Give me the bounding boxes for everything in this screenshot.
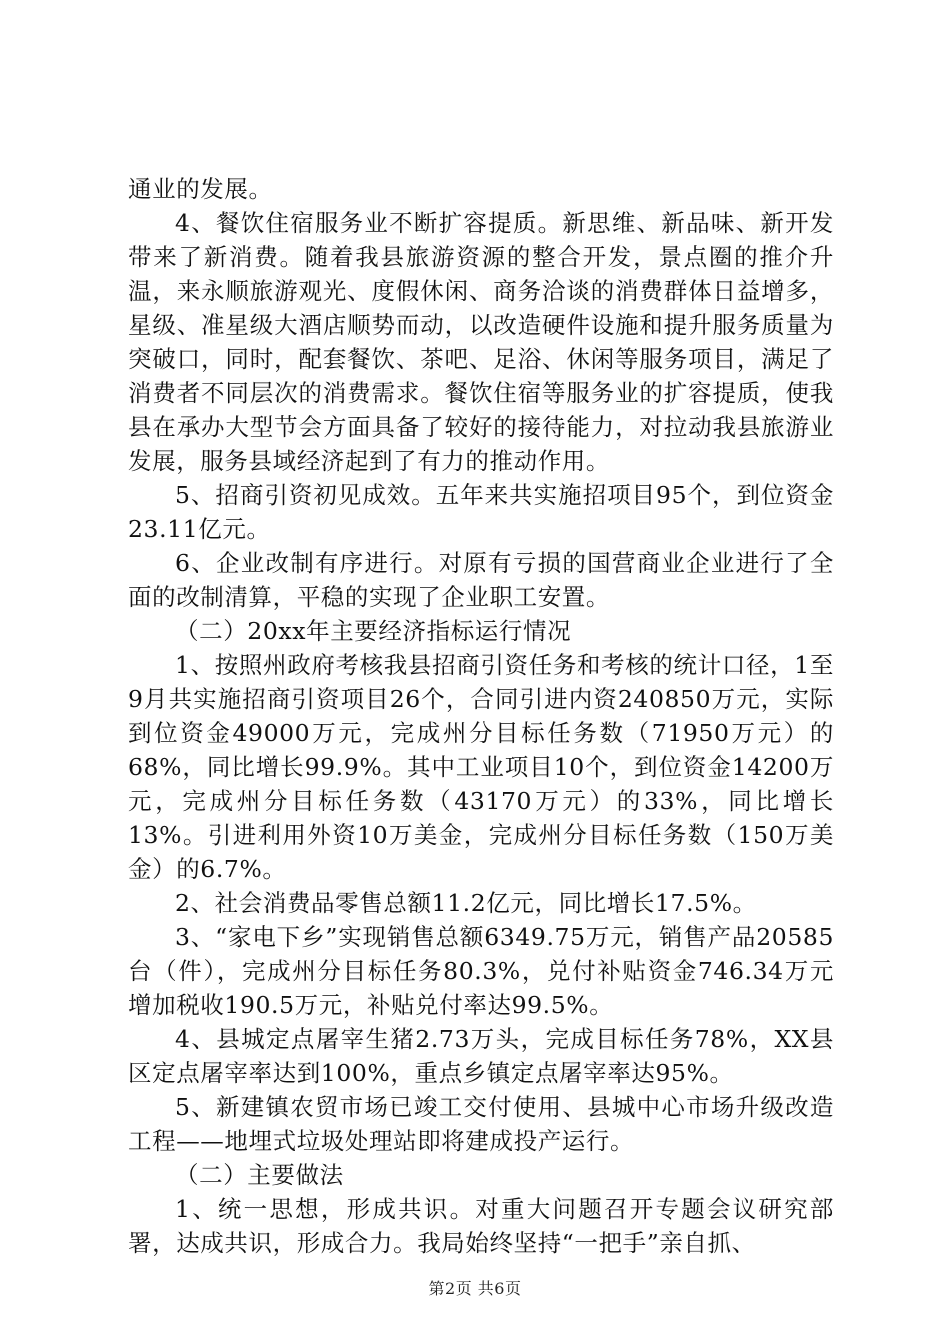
section-heading-methods: （二）主要做法 — [175, 1161, 344, 1189]
paragraph-indicator-3: 3、“家电下乡”实现销售总额6349.75万元，销售产品20585台（件），完成州分目标任务80.3%，兑付补贴资金746.34万元增加税收190.5万元，补贴兑付率达99.5%。 — [128, 923, 834, 1019]
paragraph-indicator-1: 1、按照州政府考核我县招商引资任务和考核的统计口径，1至9月共实施招商引资项目26个，合同引进内资240850万元，实际到位资金49000万元，完成州分目标任务数（71950万元）的68%，同比增长99.9%。其中工业项目10个，到位资金14200万元，完成州分目标任务数（43170万元）的33%，同比增长13%。引进利用外资10万美金，完成州分目标任务数（150万美金）的6.7%。 — [128, 651, 834, 883]
paragraph-item-4-catering: 4、餐饮住宿服务业不断扩容提质。新思维、新品味、新开发带来了新消费。随着我县旅游资源的整合开发，景点圈的推介升温，来永顺旅游观光、度假休闲、商务洽谈的消费群体日益增多，星级、准星级大酒店顺势而动，以改造硬件设施和提升服务质量为突破口，同时，配套餐饮、茶吧、足浴、休闲等服务项目，满足了消费者不同层次的消费需求。餐饮住宿等服务业的扩容提质，使我县在承办大型节会方面具备了较好的接待能力，对拉动我县旅游业发展，服务县域经济起到了有力的推动作用。 — [128, 209, 834, 475]
paragraph-indicator-2: 2、社会消费品零售总额11.2亿元，同比增长17.5%。 — [175, 889, 757, 917]
document-body — [128, 172, 834, 1260]
paragraph-item-6-reform: 6、企业改制有序进行。对原有亏损的国营商业企业进行了全面的改制清算，平稳的实现了企业职工安置。 — [128, 549, 834, 611]
paragraph-item-5-investment: 5、招商引资初见成效。五年来共实施招项目95个，到位资金23.11亿元。 — [128, 481, 834, 543]
paragraph-indicator-4: 4、县城定点屠宰生猪2.73万头，完成目标任务78%，XX县区定点屠宰率达到100%，重点乡镇定点屠宰率达95%。 — [128, 1025, 834, 1087]
section-heading-indicators: （二）20xx年主要经济指标运行情况 — [175, 617, 572, 645]
paragraph-continuation: 通业的发展。 — [128, 175, 273, 203]
paragraph-method-1: 1、统一思想，形成共识。对重大问题召开专题会议研究部署，达成共识，形成合力。我局始终坚持“一把手”亲自抓、 — [128, 1195, 834, 1257]
paragraph-indicator-5: 5、新建镇农贸市场已竣工交付使用、县城中心市场升级改造工程——地埋式垃圾处理站即将建成投产运行。 — [128, 1093, 834, 1155]
page-number-footer: 第2页 共6页 — [428, 1279, 522, 1298]
